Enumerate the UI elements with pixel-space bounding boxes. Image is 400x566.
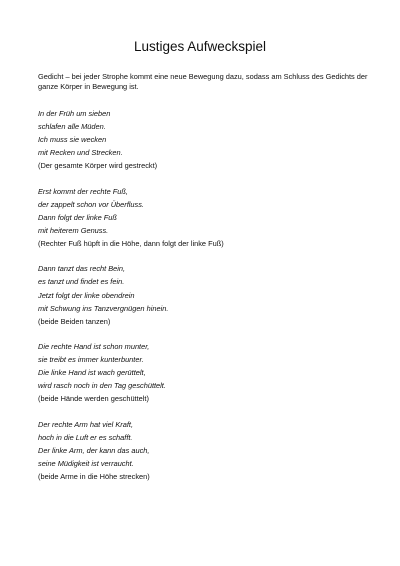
verse-line: mit heiterem Genuss. bbox=[38, 225, 109, 235]
verse-line: es tanzt und findet es fein. bbox=[38, 277, 125, 287]
document-title: Lustiges Aufweckspiel bbox=[133, 39, 267, 54]
stanza-note: (beide Arme in die Höhe strecken) bbox=[38, 472, 150, 481]
verse-line: Ich muss sie wecken bbox=[38, 135, 107, 145]
verse-line: der zappelt schon vor Überfluss. bbox=[38, 199, 144, 209]
verse-line: Dann tanzt das recht Bein, bbox=[38, 264, 126, 274]
stanza-2 bbox=[38, 185, 368, 250]
stanza-3 bbox=[38, 262, 368, 327]
verse-line: Jetzt folgt der linke obendrein bbox=[38, 290, 135, 300]
stanza-4 bbox=[38, 340, 368, 405]
stanza-note: (beide Hände werden geschüttelt) bbox=[38, 394, 149, 404]
verse-line: sie treibt es immer kunterbunter. bbox=[38, 355, 144, 365]
stanza-1 bbox=[38, 107, 368, 172]
verse-line: hoch in die Luft er es schafft. bbox=[38, 432, 133, 442]
stanza-note: (beide Beiden tanzen) bbox=[38, 316, 111, 326]
stanza-5 bbox=[38, 418, 368, 483]
verse-line: Die rechte Hand ist schon munter, bbox=[38, 341, 150, 351]
document-intro: Gedicht – bei jeder Strophe kommt eine neue Bewegung dazu, sodass am Schluss des Gedichts der ganze Körper in Bewegung ist. bbox=[38, 72, 368, 92]
verse-line: In der Früh um sieben bbox=[38, 109, 111, 118]
verse-line: mit Recken und Strecken. bbox=[38, 148, 123, 158]
stanza-note: (Der gesamte Körper wird gestreckt) bbox=[38, 161, 158, 171]
verse-line: seine Müdigkeit ist verraucht. bbox=[38, 458, 134, 468]
stanza-note: (Rechter Fuß hüpft in die Höhe, dann folgt der linke Fuß) bbox=[38, 239, 224, 249]
poem bbox=[38, 107, 368, 495]
verse-line: wird rasch noch in den Tag geschüttelt. bbox=[38, 381, 166, 391]
verse-line: Der rechte Arm hat viel Kraft, bbox=[38, 419, 134, 429]
verse-line: Der linke Arm, der kann das auch, bbox=[38, 445, 150, 455]
verse-line: mit Schwung ins Tanzvergnügen hinein. bbox=[38, 303, 169, 313]
verse-line: Die linke Hand ist wach gerüttelt, bbox=[38, 368, 146, 378]
verse-line: schlafen alle Müden. bbox=[38, 122, 106, 132]
verse-line: Erst kommt der rechte Fuß, bbox=[38, 186, 128, 196]
verse-line: Dann folgt der linke Fuß bbox=[38, 212, 117, 222]
